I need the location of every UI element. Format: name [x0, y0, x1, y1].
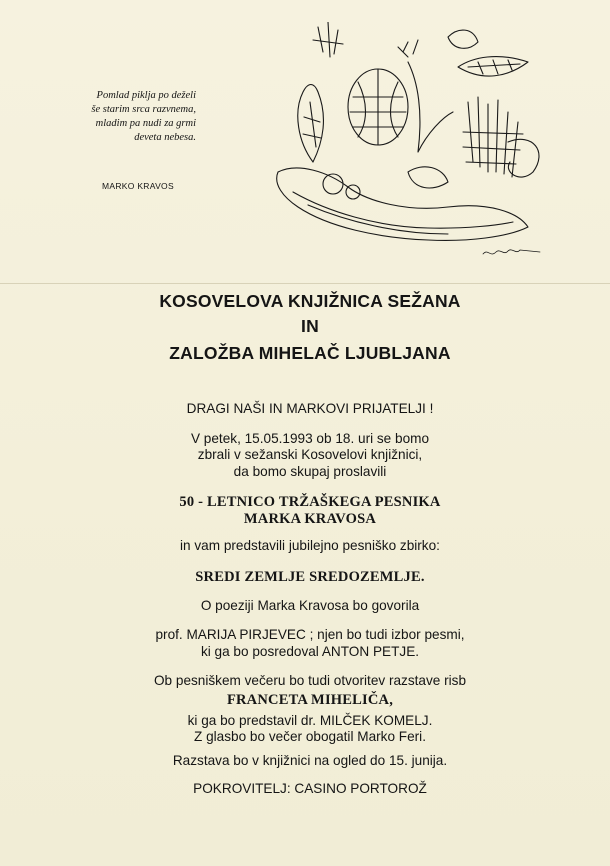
mediator-line: ki ga bo posredoval ANTON PETJE. — [200, 643, 420, 659]
presenter-line: ki ga bo predstavil dr. MILČEK KOMELJ. — [187, 712, 433, 728]
ink-illustration — [258, 22, 558, 267]
sponsor-line: POKROVITELJ: CASINO PORTOROŽ — [193, 781, 427, 796]
anniversary-heading: 50 - LETNICO TRŽAŠKEGA PESNIKA — [179, 494, 441, 510]
speaker-intro: O poeziji Marka Kravosa bo govorila — [200, 597, 420, 613]
organizer-publisher: ZALOŽBA MIHELAČ LJUBLJANA — [169, 343, 451, 363]
speaker-line: prof. MARIJA PIRJEVEC ; njen bo tudi izbor pesmi, — [155, 627, 465, 642]
exhibition-opening-line: Ob pesniškem večeru bo tudi otvoritev razstave risb — [153, 673, 467, 688]
music-line: Z glasbo bo večer obogatil Marko Feri. — [194, 729, 426, 744]
poem-line: Pomlad piklja po deželi — [96, 90, 196, 101]
book-title: SREDI ZEMLJE SREDOZEMLJE. — [195, 568, 425, 585]
poem-author: MARKO KRAVOS — [102, 181, 174, 191]
exhibition-dates-line: Razstava bo v knjižnici na ogled do 15. junija. — [172, 752, 448, 768]
event-date-line: V petek, 15.05.1993 ob 18. uri se bomo — [190, 430, 430, 446]
book-presentation-line: in vam predstavili jubilejno pesniško zbirko: — [180, 538, 440, 553]
poem-line: deveta nebesa. — [134, 132, 196, 143]
artist-name: FRANCETA MIHELIČA, — [226, 691, 394, 708]
event-purpose-line: da bomo skupaj proslavili — [233, 463, 387, 479]
fold-line — [0, 283, 610, 284]
poem-line: še starim srca razvnema, — [91, 104, 196, 115]
poet-name-heading: MARKA KRAVOSA — [243, 511, 377, 527]
event-place-line: zbrali v sežanski Kosovelovi knjižnici, — [197, 447, 423, 462]
organizer-library: KOSOVELOVA KNJIŽNICA SEŽANA — [159, 291, 461, 311]
poem-line: mladim pa nudi za grmi — [95, 118, 196, 129]
invitation-body — [80, 290, 540, 798]
organizer-conjunction: IN — [301, 316, 319, 336]
artist-signature — [483, 250, 540, 254]
poem-epigraph — [56, 89, 196, 145]
greeting: DRAGI NAŠI IN MARKOVI PRIJATELJI ! — [186, 401, 434, 416]
